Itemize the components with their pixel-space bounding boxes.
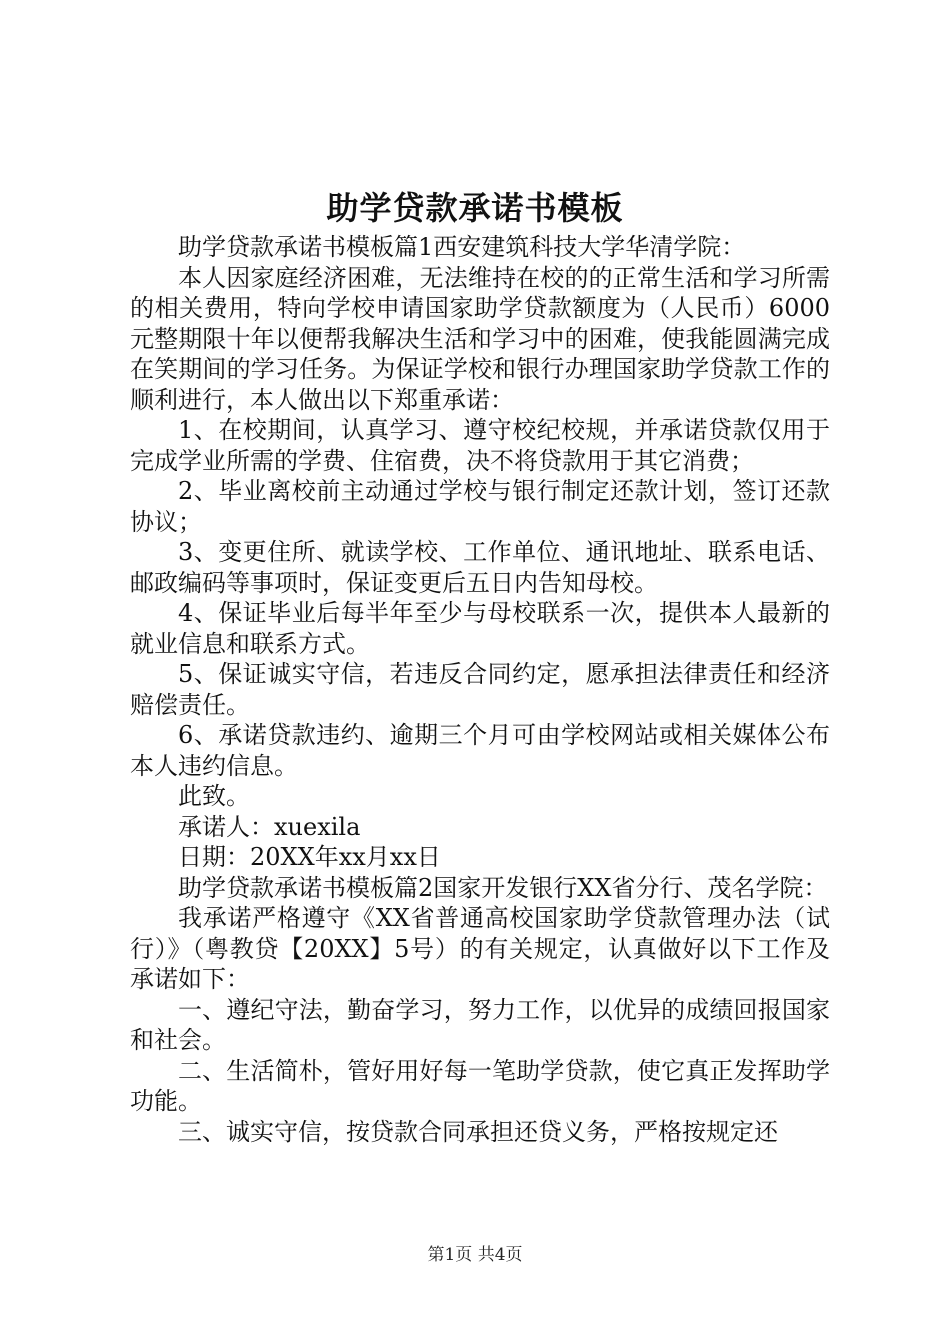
paragraph: 6、承诺贷款违约、逾期三个月可由学校网站或相关媒体公布本人违约信息。 — [130, 721, 830, 780]
signature-line: 承诺人：xuexila — [178, 812, 361, 841]
paragraph: 一、遵纪守法，勤奋学习，努力工作，以优异的成绩回报国家和社会。 — [130, 995, 830, 1054]
paragraph: 5、保证诚实守信，若违反合同约定，愿承担法律责任和经济赔偿责任。 — [130, 660, 830, 719]
page-number-footer: 第1页 共4页 — [427, 1245, 523, 1265]
paragraph: 二、生活简朴，管好用好每一笔助学贷款，使它真正发挥助学功能。 — [130, 1056, 830, 1115]
paragraph: 我承诺严格遵守《XX省普通高校国家助学贷款管理办法（试行）》（粤教贷【20XX】5号）的有关规定，认真做好以下工作及承诺如下： — [130, 904, 830, 993]
paragraph: 本人因家庭经济困难，无法维持在校的的正常生活和学习所需的相关费用，特向学校申请国家助学贷款额度为（人民币）6000元整期限十年以便帮我解决生活和学习中的困难，使我能圆满完成在笑期间的学习任务。为保证学校和银行办理国家助学贷款工作的顺利进行，本人做出以下郑重承诺： — [130, 263, 830, 414]
paragraph: 1、在校期间，认真学习、遵守校纪校规，并承诺贷款仅用于完成学业所需的学费、住宿费，决不将贷款用于其它消费； — [130, 416, 830, 475]
date-line: 日期：20XX年xx月xx日 — [178, 843, 441, 871]
paragraph: 助学贷款承诺书模板篇2国家开发银行XX省分行、茂名学院： — [178, 873, 828, 902]
paragraph: 三、诚实守信，按贷款合同承担还贷义务，严格按规定还 — [178, 1117, 778, 1146]
document-title: 助学贷款承诺书模板 — [326, 189, 624, 227]
paragraph: 3、变更住所、就读学校、工作单位、通讯地址、联系电话、邮政编码等事项时，保证变更后五日内告知母校。 — [130, 538, 830, 597]
paragraph: 2、毕业离校前主动通过学校与银行制定还款计划，签订还款协议； — [130, 477, 830, 536]
paragraph: 助学贷款承诺书模板篇1西安建筑科技大学华清学院： — [178, 233, 746, 261]
document-body — [130, 232, 830, 1147]
closing-line: 此致。 — [178, 782, 250, 810]
paragraph: 4、保证毕业后每半年至少与母校联系一次，提供本人最新的就业信息和联系方式。 — [130, 599, 830, 658]
